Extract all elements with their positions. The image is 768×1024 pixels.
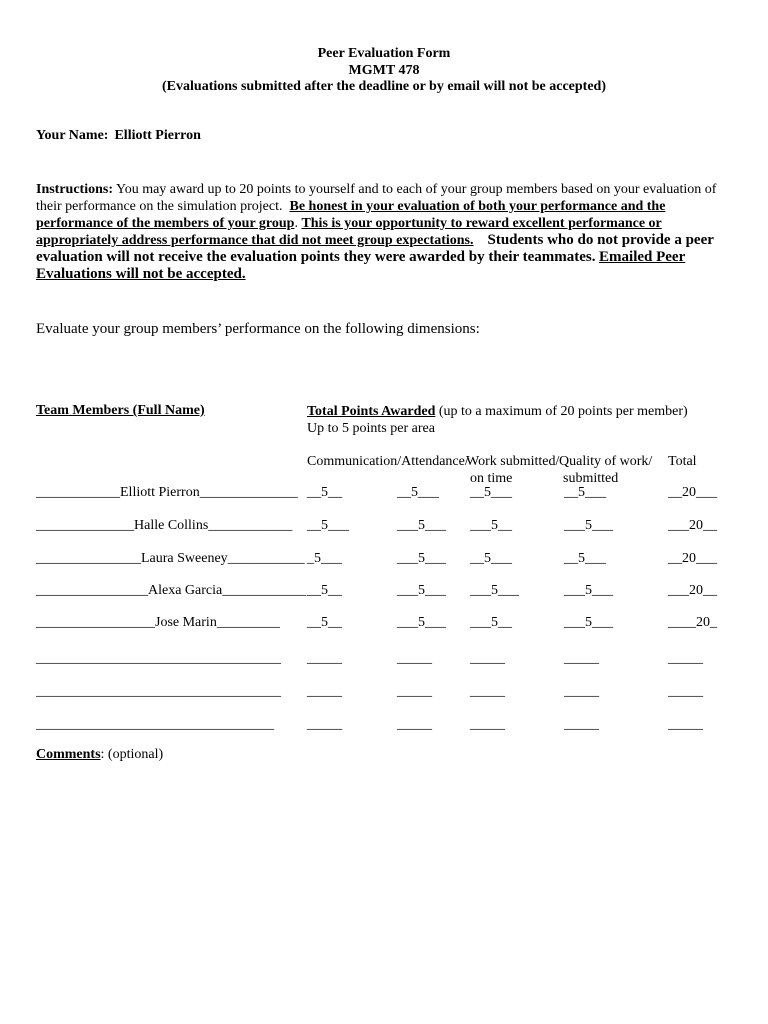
quality-label: Quality of work/ [559, 454, 653, 469]
attendance-score[interactable]: _____ [397, 717, 432, 732]
comments-section [36, 747, 163, 763]
column-header-total: Total [668, 454, 697, 469]
work-score[interactable]: _____ [470, 684, 505, 699]
form-header [0, 46, 768, 96]
attendance-score[interactable]: ___5___ [397, 615, 446, 630]
table-row [0, 684, 768, 702]
instructions-email-warning: Emailed Peer Evaluations will not be accepted. [36, 249, 686, 282]
instructions-paragraph [36, 181, 726, 283]
quality-score[interactable]: _____ [564, 651, 599, 666]
quality-score[interactable]: ___5___ [564, 518, 613, 533]
total-score[interactable]: _____ [668, 651, 703, 666]
attendance-score[interactable]: ___5___ [397, 583, 446, 598]
communication-score[interactable]: _5___ [307, 551, 342, 566]
member-name-field[interactable]: ________________Alexa Garcia____________ [36, 583, 307, 598]
total-score[interactable]: __20___ [668, 551, 717, 566]
total-score[interactable]: ___20__ [668, 518, 717, 533]
communication-label: Communication/ [307, 454, 402, 469]
submitted-label: submitted [563, 471, 619, 486]
member-name-field[interactable]: _______________Laura Sweeney___________ [36, 551, 305, 566]
quality-score[interactable]: __5___ [564, 485, 606, 500]
member-name-field[interactable]: __________________________________ [36, 717, 274, 732]
work-score[interactable]: __5___ [470, 551, 512, 566]
instructions-opportunity: This is your opportunity to reward excellent performance or appropriately address performance that did not meet group expectations. [36, 216, 662, 248]
quality-score[interactable]: __5___ [564, 551, 606, 566]
member-name-field[interactable]: _________________Jose Marin_________ [36, 615, 280, 630]
course-code: MGMT 478 [348, 62, 420, 78]
table-row [0, 717, 768, 735]
communication-score[interactable]: __5__ [307, 615, 342, 630]
table-row [0, 485, 768, 503]
total-score[interactable]: ___20__ [668, 583, 717, 598]
member-name-field[interactable]: ____________Elliott Pierron______________ [36, 485, 298, 500]
communication-score[interactable]: __5__ [307, 485, 342, 500]
work-score[interactable]: ___5__ [470, 518, 512, 533]
instructions-penalty: Students who do not provide a peer evaluation will not receive the evaluation points they were awarded by their teammates. [36, 232, 714, 265]
your-name-line [36, 128, 201, 144]
column-header-communication [307, 453, 469, 470]
table-row [0, 518, 768, 536]
attendance-score[interactable]: _____ [397, 651, 432, 666]
column-header-work [466, 453, 559, 487]
table-row [0, 651, 768, 669]
points-note: (up to a maximum of 20 points per member) [435, 404, 688, 419]
table-row [0, 615, 768, 633]
attendance-score[interactable]: ___5___ [397, 518, 446, 533]
submission-notice: (Evaluations submitted after the deadline or by email will not be accepted) [162, 79, 606, 94]
communication-score[interactable]: _____ [307, 717, 342, 732]
instructions-separator: . [294, 216, 298, 231]
total-score[interactable]: _____ [668, 717, 703, 732]
quality-score[interactable]: ___5___ [564, 615, 613, 630]
quality-score[interactable]: ___5___ [564, 583, 613, 598]
table-row [0, 583, 768, 601]
total-score[interactable]: _____ [668, 684, 703, 699]
work-score[interactable]: _____ [470, 717, 505, 732]
member-name-field[interactable]: ______________Halle Collins____________ [36, 518, 293, 533]
work-score[interactable]: _____ [470, 651, 505, 666]
communication-score[interactable]: __5__ [307, 583, 342, 598]
instructions-label: Instructions: [36, 182, 114, 197]
points-header [307, 403, 688, 437]
member-name-field[interactable]: ___________________________________ [36, 684, 281, 699]
work-score[interactable]: ___5___ [470, 583, 519, 598]
comments-label: Comments [36, 747, 101, 762]
your-name-value: Elliott Pierron [114, 128, 201, 143]
total-score[interactable]: ____20_ [668, 615, 717, 630]
quality-score[interactable]: _____ [564, 684, 599, 699]
attendance-label: Attendance/ [401, 454, 469, 469]
points-per-area: Up to 5 points per area [307, 421, 435, 436]
communication-score[interactable]: _____ [307, 651, 342, 666]
on-time-label: on time [470, 471, 513, 486]
communication-score[interactable]: __5___ [307, 518, 349, 533]
table-row [0, 551, 768, 569]
attendance-score[interactable]: __5___ [397, 485, 439, 500]
member-name-field[interactable]: ___________________________________ [36, 651, 281, 666]
work-score[interactable]: __5___ [470, 485, 512, 500]
form-title: Peer Evaluation Form [317, 46, 451, 61]
work-label: Work submitted/ [466, 454, 560, 469]
attendance-score[interactable]: ___5___ [397, 551, 446, 566]
column-header-quality [559, 453, 652, 487]
points-title: Total Points Awarded [307, 404, 436, 419]
total-score[interactable]: __20___ [668, 485, 717, 500]
work-score[interactable]: ___5__ [470, 615, 512, 630]
team-members-header: Team Members (Full Name) [36, 403, 205, 418]
attendance-score[interactable]: _____ [397, 684, 432, 699]
communication-score[interactable]: _____ [307, 684, 342, 699]
evaluate-prompt: Evaluate your group members’ performance on the following dimensions: [36, 321, 480, 337]
your-name-label: Your Name: [36, 128, 109, 143]
instructions-text: You may award up to 20 points to yourself and to each of your group members based on your evaluation of their performance on the simulation project. [36, 182, 717, 214]
quality-score[interactable]: _____ [564, 717, 599, 732]
instructions-honesty: Be honest in your evaluation of both your performance and the performance of the members of your group [36, 199, 666, 231]
comments-note: : (optional) [100, 747, 164, 762]
